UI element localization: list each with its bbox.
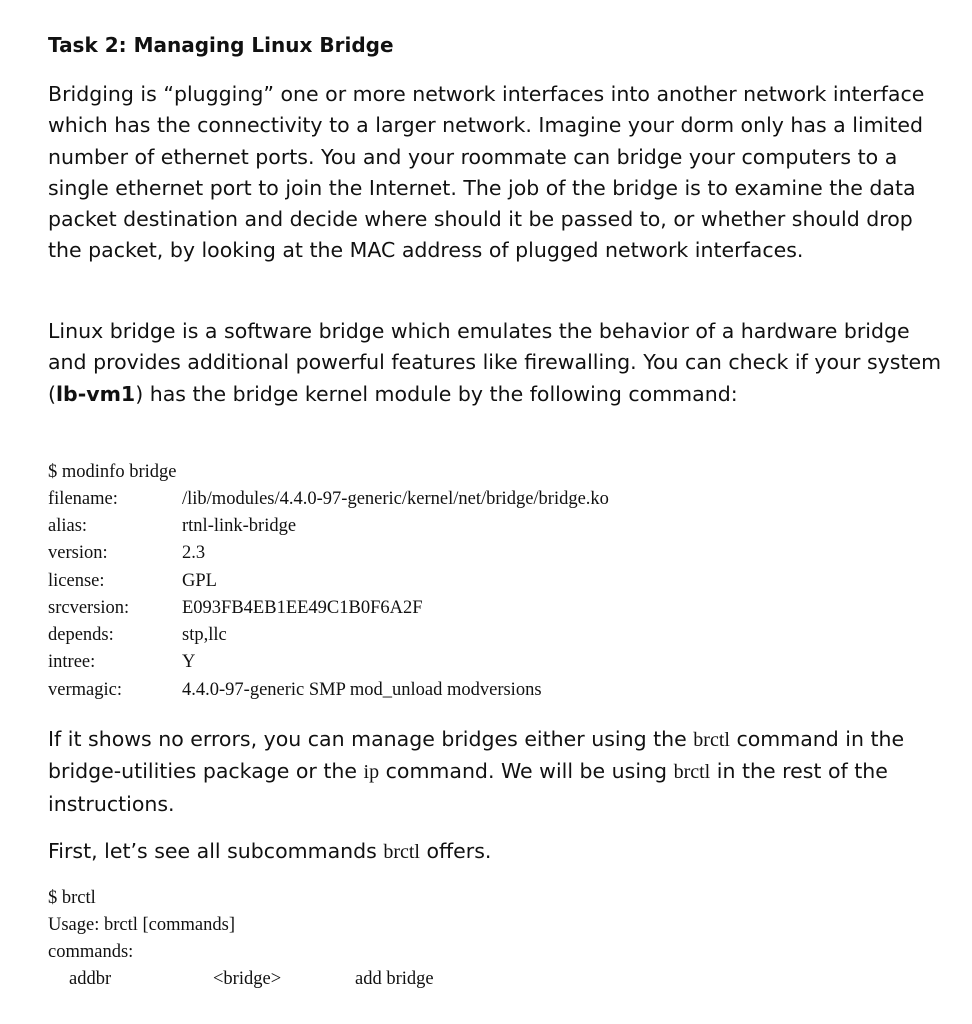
paragraph-text: If it shows no errors, you can manage bridges either using the <box>48 727 694 751</box>
inline-code: ip <box>363 761 380 784</box>
modinfo-value: GPL <box>182 571 217 591</box>
subcommand-name: addbr <box>69 969 112 989</box>
paragraph-text: command. We will be using <box>379 759 674 784</box>
modinfo-value: 4.4.0-97-generic SMP mod_unload modversions <box>182 680 542 700</box>
brctl-command: $ brctl <box>48 888 96 908</box>
inline-code: brctl <box>673 761 711 784</box>
modinfo-value: Y <box>182 652 196 672</box>
modinfo-key: version: <box>48 543 108 563</box>
modinfo-key: depends: <box>48 625 114 645</box>
subcommands-paragraph <box>48 836 948 868</box>
paragraph-text: offers. <box>419 839 492 863</box>
system-name: lb-vm1 <box>56 381 136 406</box>
paragraph-text: command in the bridge-utilities package or the <box>48 727 905 784</box>
brctl-command-row <box>48 966 548 994</box>
inline-code: brctl <box>693 729 730 751</box>
modinfo-key: vermagic: <box>48 680 122 700</box>
modinfo-value: rtnl-link-bridge <box>182 516 297 536</box>
inline-code: brctl <box>383 841 420 863</box>
brctl-commands-label: commands: <box>48 942 134 962</box>
paragraph-text: Linux bridge is a software bridge which emulates the behavior of a hardware bridge and provides additional powerful features like firewalling. You can check if your system ( <box>48 319 942 406</box>
modinfo-command: $ modinfo bridge <box>48 462 177 482</box>
modinfo-key: intree: <box>48 652 96 672</box>
modinfo-key: srcversion: <box>48 598 130 618</box>
brctl-usage: Usage: brctl [commands] <box>48 915 235 935</box>
modinfo-key: license: <box>48 571 105 591</box>
subcommand-description: add bridge <box>355 969 434 989</box>
modinfo-value: E093FB4EB1EE49C1B0F6A2F <box>182 598 423 618</box>
subcommand-arg: <bridge> <box>213 969 282 989</box>
modinfo-key: filename: <box>48 489 118 509</box>
paragraph-text: First, let’s see all subcommands <box>48 839 384 863</box>
linux-bridge-paragraph <box>48 316 948 410</box>
modinfo-value: /lib/modules/4.4.0-97-generic/kernel/net/bridge/bridge.ko <box>182 489 609 509</box>
modinfo-value: 2.3 <box>182 543 206 563</box>
task-heading: Task 2: Managing Linux Bridge <box>48 33 394 57</box>
brctl-intro-paragraph <box>48 724 948 820</box>
modinfo-value: stp,llc <box>182 625 227 645</box>
paragraph-text: ) has the bridge kernel module by the following command: <box>135 381 738 406</box>
paragraph-text: in the rest of the instructions. <box>48 759 888 816</box>
modinfo-key: alias: <box>48 516 88 536</box>
bridging-paragraph: Bridging is “plugging” one or more network interfaces into another network interface which has the connectivity to a larger network. Imagine your dorm only has a limited number of ethernet ports. You and your roommate can bridge your computers to a single ethernet port to join the Internet. The job of the bridge is to examine the data packet destination and decide where should it be passed to, or whether should drop the packet, by looking at the MAC address of plugged network interfaces. <box>48 82 925 263</box>
